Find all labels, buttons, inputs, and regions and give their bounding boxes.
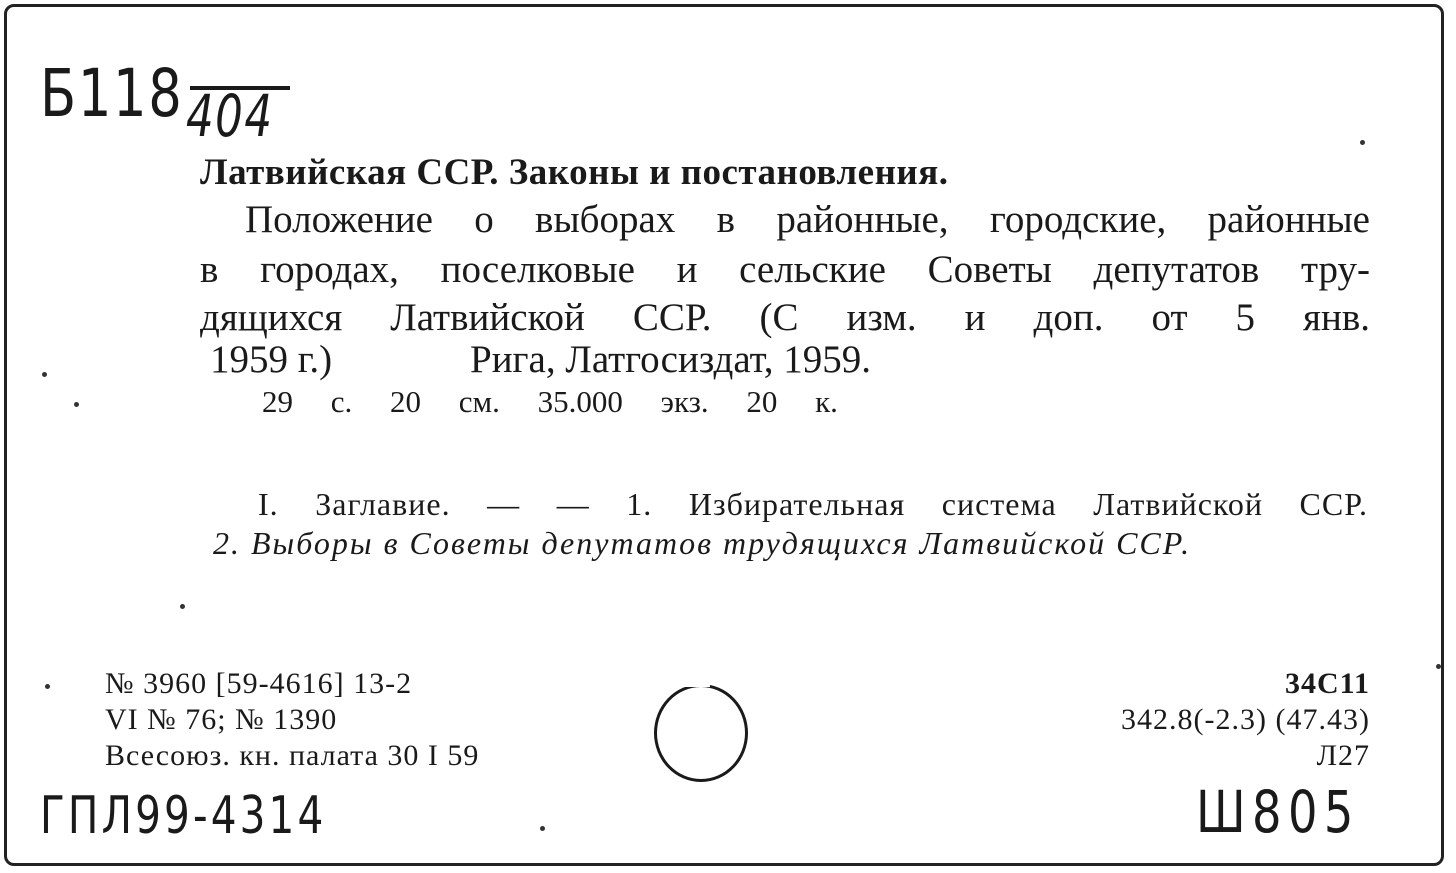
classification-line-2: 342.8(-2.3) (47.43)	[1121, 703, 1370, 736]
shelf-mark-prefix: Б118	[40, 55, 184, 132]
classification-block	[1121, 666, 1370, 774]
stamp-gap	[680, 684, 710, 687]
imprint: Рига, Латгосиздат, 1959.	[470, 338, 872, 381]
handwritten-call-number: ГПЛ99-4314	[40, 786, 327, 846]
stamp-circle	[654, 684, 748, 782]
description-line-2: в городах, поселковые и сельские Советы депутатов тру-	[200, 248, 1370, 291]
shelf-mark-number: 404	[186, 82, 274, 150]
speck	[45, 684, 50, 689]
speck	[42, 372, 47, 377]
description-line-4: 1959 г.)	[210, 338, 333, 381]
speck	[1360, 140, 1365, 145]
card-heading: Латвийская ССР. Законы и постановления.	[200, 152, 949, 193]
registry-block	[105, 666, 479, 774]
subject-line-1: I. Заглавие. — — 1. Избирательная система Латвийской ССР.	[258, 486, 1368, 522]
speck	[180, 604, 185, 609]
classification-line-3: Л27	[1316, 739, 1370, 772]
subject-line-2: 2. Выборы в Советы депутатов трудящихся Латвийской ССР.	[213, 525, 1192, 561]
registry-line-3: Всесоюз. кн. палата 30 I 59	[105, 739, 480, 772]
registry-line-2: VI № 76; № 1390	[105, 703, 338, 736]
speck	[74, 402, 79, 407]
description-line-3: дящихся Латвийской ССР. (С изм. и доп. от 5 янв.	[200, 296, 1370, 339]
registry-line-1: № 3960 [59-4616] 13-2	[105, 667, 413, 700]
collation: 29 с. 20 см. 35.000 экз. 20 к.	[262, 384, 838, 419]
handwritten-shelf-code: Ш805	[1196, 778, 1360, 846]
classification-line-1: 34С11	[1284, 667, 1370, 700]
description-line-1: Положение о выборах в районные, городские, районные	[245, 198, 1370, 241]
speck	[1436, 664, 1441, 669]
speck	[540, 826, 545, 831]
